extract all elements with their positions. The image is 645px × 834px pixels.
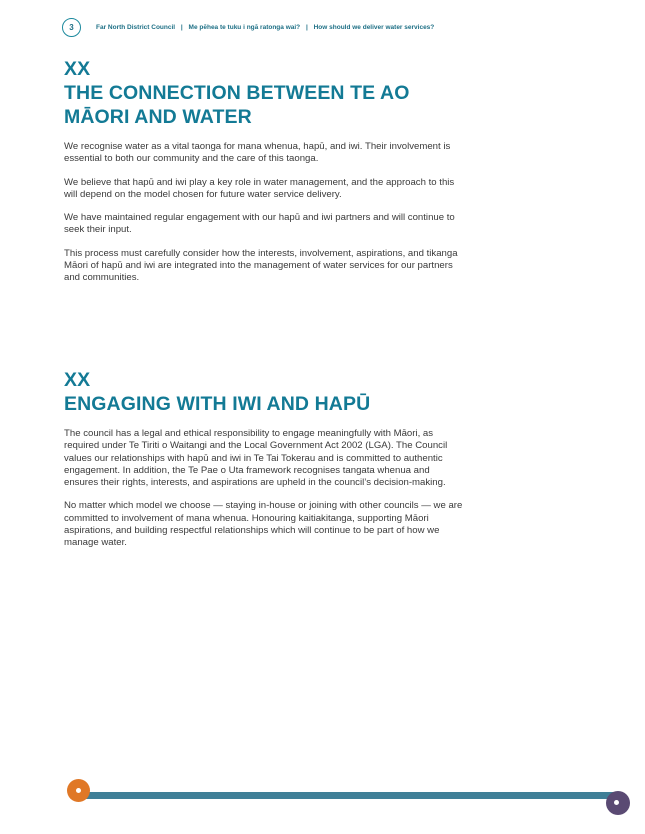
section-title: [64, 81, 464, 129]
section-title-line2: MĀORI AND WATER: [64, 106, 252, 128]
paragraph: This process must carefully consider how the interests, involvement, aspirations, and tikanga Māori of hapū and iwi are integrated into the management of water services for our partners and communities.: [64, 247, 458, 284]
header-separator: |: [180, 24, 183, 31]
footer-bar: [80, 792, 620, 799]
footer-orange-dot-icon: [67, 779, 90, 802]
paragraph: No matter which model we choose — staying in-house or joining with other councils — we are committed to involvement of mana whenua. Honouring kaitiakitanga, supporting Māori aspirations, and building respectful relationships which will continue to be part of how we manage water.: [64, 500, 463, 549]
section-title-line1: THE CONNECTION BETWEEN TE AO: [64, 82, 410, 104]
footer-purple-dot-icon: [606, 791, 630, 815]
section-title: ENGAGING WITH IWI AND HAPŪ: [64, 393, 371, 415]
paragraph: We have maintained regular engagement with our hapū and iwi partners and will continue to seek their input.: [64, 212, 455, 236]
paragraph: The council has a legal and ethical responsibility to engage meaningfully with Māori, as required under Te Tiriti o Waitangi and the Local Government Act 2002 (LGA). The Council values our relationships with hapū and iwi in Te Tai Tokerau and is committed to authentic engagement. In addition, the Te Pae o Uta framework recognises tangata whenua and ensures their rights, interests, and aspirations are upheld in the council’s decision-making.: [64, 428, 448, 489]
section-engaging-iwi-hapu: [64, 368, 464, 561]
english-title: How should we deliver water services?: [313, 24, 435, 31]
page-number: 3: [62, 18, 81, 37]
section-number: XX: [64, 58, 91, 80]
section-number: XX: [64, 369, 91, 391]
council-name: Far North District Council: [96, 24, 176, 31]
maori-title: Me pēhea te tuku i ngā ratonga wai?: [188, 24, 301, 31]
running-header: [96, 24, 434, 31]
paragraph: We believe that hapū and iwi play a key role in water management, and the approach to this will depend on the model chosen for future water service delivery.: [64, 176, 455, 200]
section-te-ao-maori: [64, 57, 464, 296]
paragraph: We recognise water as a vital taonga for mana whenua, hapū, and iwi. Their involvement is essential to both our community and the care of this taonga.: [64, 141, 451, 165]
header-separator: |: [305, 24, 308, 31]
